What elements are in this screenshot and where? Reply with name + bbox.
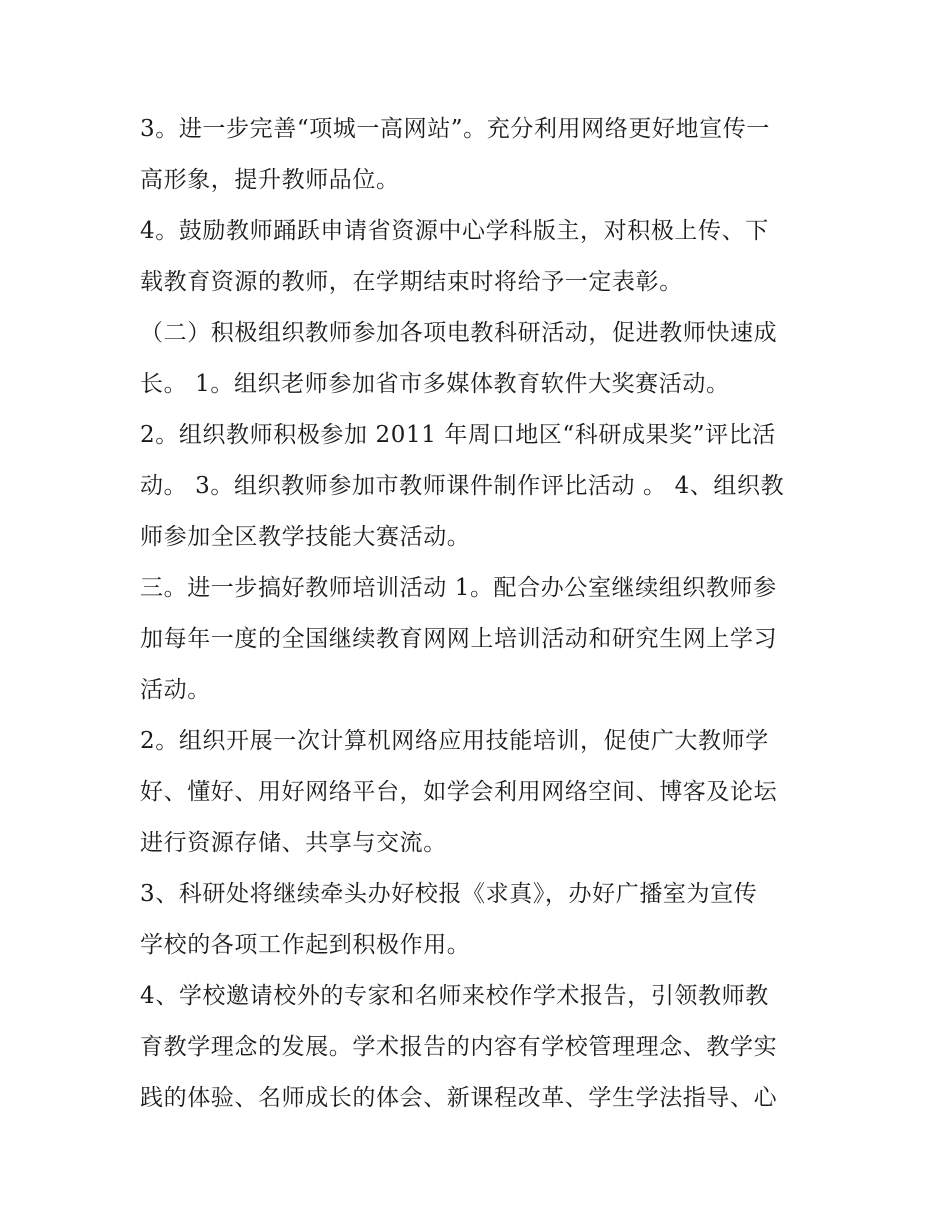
text-line: 2。组织教师积极参加 2011 年周口地区“科研成果奖”评比活 [140,422,776,448]
text-line: 三。进一步搞好教师培训活动 1。配合办公室继续组织教师参 [140,575,777,601]
text-line: 高形象，提升教师品位。 [140,167,400,193]
text-line: 长。 1。组织老师参加省市多媒体教育软件大奖赛活动。 [140,371,730,397]
text-line: 动。 3。组织教师参加市教师课件制作评比活动 。 4、组织教 [140,473,785,499]
text-line: 4、学校邀请校外的专家和名师来校作学术报告，引领教师教 [140,983,769,1009]
text-line: 载教育资源的教师，在学期结束时将给予一定表彰。 [140,269,683,295]
text-line: 师参加全区教学技能大赛活动。 [140,524,471,550]
text-line: （二）积极组织教师参加各项电教科研活动，促进教师快速成 [140,320,778,346]
text-line: 进行资源存储、共享与交流。 [140,830,447,856]
text-line: 加每年一度的全国继续教育网网上培训活动和研究生网上学习 [140,626,778,652]
text-line: 育教学理念的发展。学术报告的内容有学校管理理念、教学实 [140,1034,778,1060]
text-line: 3、科研处将继续牵头办好校报《求真》，办好广播室为宣传 [140,881,758,907]
text-line: 践的体验、名师成长的体会、新课程改革、学生学法指导、心 [140,1085,778,1111]
text-line: 学校的各项工作起到积极作用。 [140,932,471,958]
text-line: 3。进一步完善“项城一高网站”。充分利用网络更好地宣传一 [140,116,770,142]
text-line: 好、懂好、用好网络平台，如学会利用网络空间、博客及论坛 [140,779,778,805]
document-body [140,104,820,1124]
text-line: 2。组织开展一次计算机网络应用技能培训，促使广大教师学 [140,728,769,754]
text-line: 活动。 [140,677,211,703]
text-line: 4。鼓励教师踊跃申请省资源中心学科版主，对积极上传、下 [140,218,769,244]
